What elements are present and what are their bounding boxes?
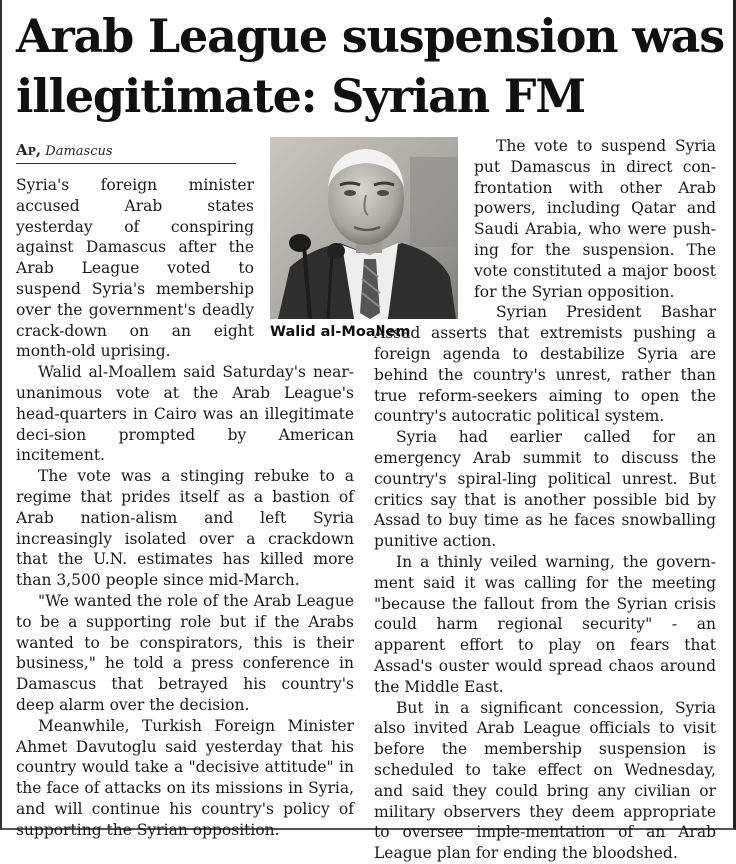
left-paragraph-3: The vote was a stinging rebuke to a regime that prides itself as a bastion of Arab nation-alism and left Syria increasingly isolated over a crackdown that the U.N. estimates has killed more than 3,500 people since mid-March. — [16, 467, 354, 590]
byline-dateline: Damascus — [45, 144, 113, 159]
byline-agency: Ap, — [16, 141, 42, 159]
photo-caption: Walid al-Moallem — [270, 324, 411, 340]
headline: Arab League suspension was illegitimate: Syrian FM — [16, 9, 724, 123]
left-paragraph-1: Syria's foreign minister accused Arab states yesterday of conspiring against Damascus after the Arab League voted to suspend Syria's membership over the government's deadly crack-down on an eight month-old uprising. — [16, 176, 254, 361]
portrait-illustration — [270, 137, 458, 319]
microphone-icon — [289, 234, 311, 252]
right-paragraph-3: Syria had earlier called for an emergency Arab summit to discuss the country's spiral-ling political unrest. But critics say that is another possible bid by Assad to buy time as he faces snowballing punitive action. — [374, 428, 716, 551]
right-paragraph-4: In a thinly veiled warning, the govern-ment said it was calling for the meeting "because the fallout from the Syrian crisis could harm regional security" - an apparent effort to play on fears that Assad's ouster would spread chaos around the Middle East. — [374, 552, 716, 696]
right-paragraph-5: But in a significant concession, Syria also invited Arab League officials to visit before the membership suspension is scheduled to take effect on Wednesday, and said they could bring any civilian or military observers they deem appropriate to oversee imple-mentation of an Arab League plan for ending the bloodshed. — [374, 698, 716, 863]
right-paragraph-1: The vote to suspend Syria put Damascus in direct con-frontation with other Arab powers, including Qatar and Saudi Arabia, who were push-ing for the suspension. The vote constituted a major boost for the Syrian opposition. — [474, 137, 716, 301]
right-paragraph-2: Syrian President Bashar Assad asserts that extremists pushing a foreign agenda to destabilize Syria are behind the country's unrest, rather than true reform-seekers aiming to open the country's autocratic political system. — [374, 303, 716, 426]
left-paragraph-2: Walid al-Moallem said Saturday's near-unanimous vote at the Arab League's head-quarters in Cairo was an illegitimate deci-sion prompted by American incitement. — [16, 363, 354, 465]
byline — [16, 141, 113, 161]
left-paragraph-5: Meanwhile, Turkish Foreign Minister Ahmet Davutoglu said yesterday that his country would take a "decisive attitude" in the face of attacks on its missions in Syria, and will continue his country's policy of supporting the Syrian opposition. — [16, 716, 354, 839]
byline-rule — [16, 163, 236, 164]
portrait-photo — [270, 137, 458, 319]
left-paragraph-4: "We wanted the role of the Arab League to be a supporting role but if the Arabs wanted to be conspirators, this is their business," he told a press conference in Damascus that betrayed his country's deep alarm over the decision. — [16, 591, 354, 714]
